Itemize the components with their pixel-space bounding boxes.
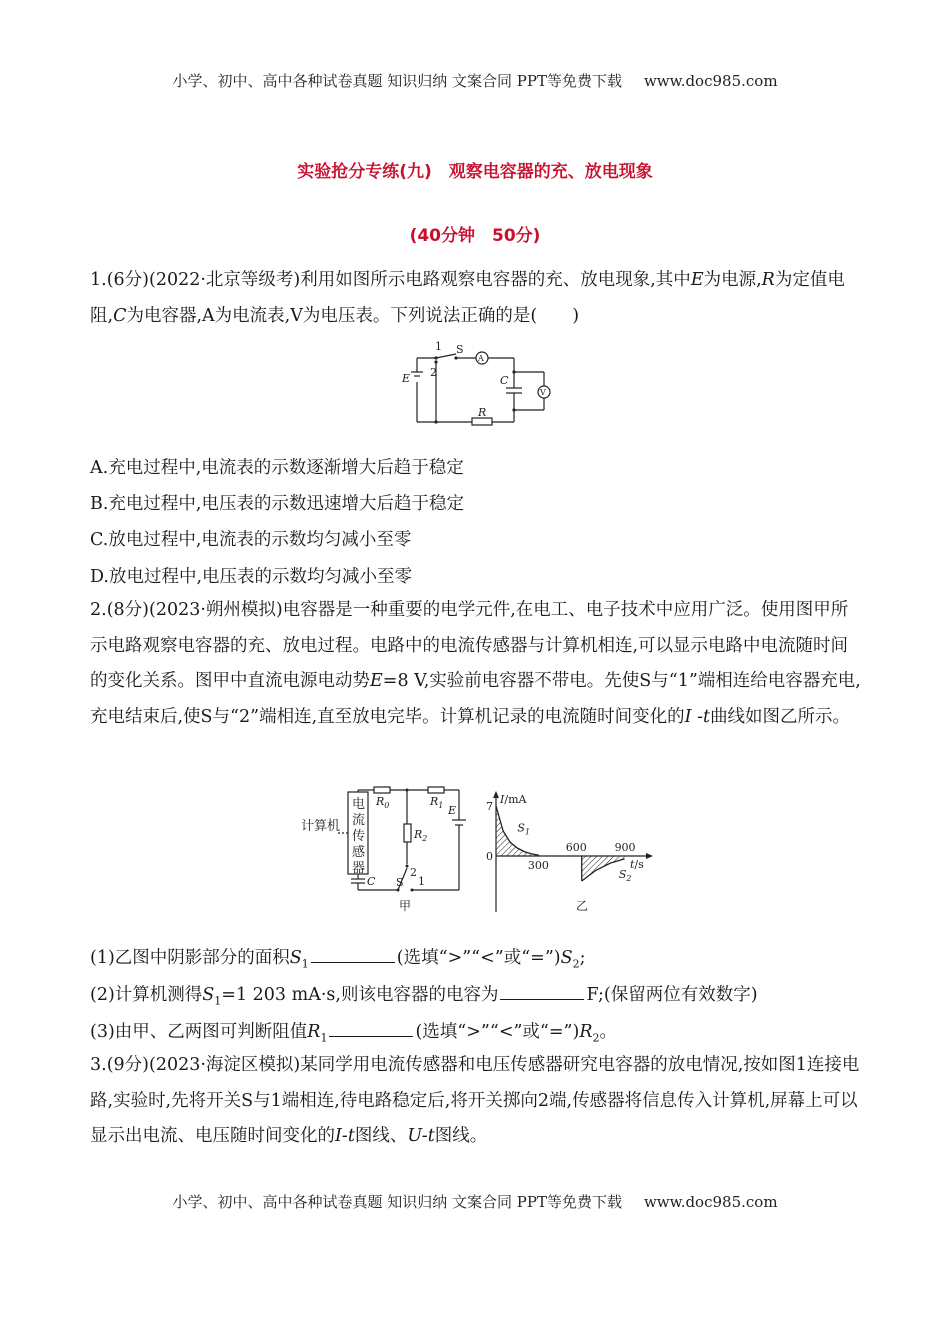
q2-figure-yi-chart — [480, 786, 660, 916]
q1-option-b: B.充电过程中,电压表的示数迅速增大后趋于稳定 — [90, 494, 464, 514]
q2-stem: 2.(8分)(2023·朔州模拟)电容器是一种重要的电学元件,在电工、电子技术中应用广泛。使用图甲所示电路观察电容器的充、放电过程。电路中的电流传感器与计算机相连,可以显示电路中电流随时间的变化关系。图甲中直流电源电动势E=8 V,实验前电容器不带电。先使S与“1”端相连给电容器充电,充电结束后,使S与“2”端相连,直至放电完毕。计算机记录的电流随时间变化的I -t曲线如图乙所示。 — [90, 600, 861, 727]
S-label: S — [396, 876, 404, 889]
q1-option-c: C.放电过程中,电流表的示数均匀减小至零 — [90, 530, 412, 550]
time-score: (40分钟 50分) — [409, 226, 541, 246]
R1-label: $R_1$ — [430, 795, 444, 810]
q1-option-a: A.充电过程中,电流表的示数逐渐增大后趋于稳定 — [90, 458, 464, 478]
q1-option-d: D.放电过程中,电压表的示数均匀减小至零 — [90, 567, 413, 587]
R2-label: $R_2$ — [414, 828, 428, 843]
sensor-char: 器 — [352, 861, 366, 876]
series-S2-label: $S_2$ — [618, 868, 632, 884]
x-axis-label: t/s — [630, 858, 644, 871]
answer-blank[interactable] — [500, 983, 584, 1000]
banner-site[interactable]: www.doc985.com — [643, 1193, 778, 1211]
y-tick-label: 7 — [486, 800, 493, 813]
figure-yi-caption: 乙 — [576, 899, 589, 913]
sensor-char: 流 — [352, 813, 366, 828]
banner-text: 小学、初中、高中各种试卷真题 知识归纳 文案合同 PPT等免费下载 — [172, 1193, 622, 1211]
E-label: E — [448, 804, 457, 817]
q2-sub3: (3)由甲、乙两图可判断阻值$R_1$ (选填“>”“<”或“$=”)R_2$。 — [90, 1022, 617, 1045]
banner-site[interactable]: www.doc985.com — [643, 72, 778, 90]
C-label: C — [367, 875, 376, 888]
q1-fig-terminal-2: 2 — [430, 366, 437, 379]
answer-blank[interactable] — [311, 946, 395, 963]
top-banner — [0, 70, 950, 91]
q1-fig-E-label: E — [402, 372, 411, 385]
y-axis-label: I/mA — [500, 793, 527, 806]
x-tick-label: 300 — [527, 859, 549, 872]
y-axis-arrow — [493, 791, 499, 798]
q1-fig-switch-label: S — [456, 343, 464, 356]
x-axis-arrow — [646, 853, 653, 859]
q1-fig-C-label: C — [500, 374, 509, 387]
q2-sub2: (2)计算机测得$S_1=1$ 203 mA·s,则该电容器的电容为 F;(保留两位有效数字) — [90, 985, 758, 1008]
sensor-char: 感 — [352, 845, 366, 860]
terminal-1-label: 1 — [418, 875, 425, 888]
terminal-2-label: 2 — [410, 866, 417, 879]
q1-fig-terminal-1: 1 — [435, 340, 442, 353]
q1-stem: 1.(6分)(2022·北京等级考)利用如图所示电路观察电容器的充、放电现象,其中E为电源,R为定值电阻,C为电容器,A为电流表,V为电压表。下列说法正确的是( ) — [90, 270, 845, 326]
figure-jia-caption: 甲 — [399, 899, 412, 913]
answer-blank[interactable] — [329, 1020, 413, 1037]
x-tick-label: 900 — [614, 841, 636, 854]
q3-stem: 3.(9分)(2023·海淀区模拟)某同学用电流传感器和电压传感器研究电容器的放电情况,按如图1连接电路,实验时,先将开关S与1端相连,待电路稳定后,将开关掷向2端,传感器将信息传入计算机,屏幕上可以显示出电流、电压随时间变化的I-t图线、U-t图线。 — [90, 1055, 860, 1146]
page-title: 实验抢分专练(九) 观察电容器的充、放电现象 — [297, 162, 653, 182]
q1-fig-ammeter-label: A — [478, 354, 484, 363]
series-S1-label: $S_1$ — [517, 821, 531, 837]
q2-sub1: (1)乙图中阴影部分的面积$S_1$ (选填“>”“<”或“$=”)S_2$; — [90, 948, 586, 971]
sensor-char: 传 — [352, 829, 366, 844]
sensor-char: 电 — [352, 797, 366, 812]
x-tick-label: 600 — [565, 841, 587, 854]
q1-circuit-figure — [398, 340, 558, 430]
q1-fig-R-label: R — [478, 406, 487, 419]
bottom-banner — [0, 1191, 950, 1212]
banner-text: 小学、初中、高中各种试卷真题 知识归纳 文案合同 PPT等免费下载 — [172, 72, 622, 90]
y-tick-label: 0 — [486, 850, 493, 863]
computer-label: 计算机 — [301, 819, 341, 834]
q2-figure-jia — [300, 786, 475, 916]
q1-fig-voltmeter-label: V — [540, 388, 546, 397]
R0-label: $R_0$ — [376, 795, 390, 810]
